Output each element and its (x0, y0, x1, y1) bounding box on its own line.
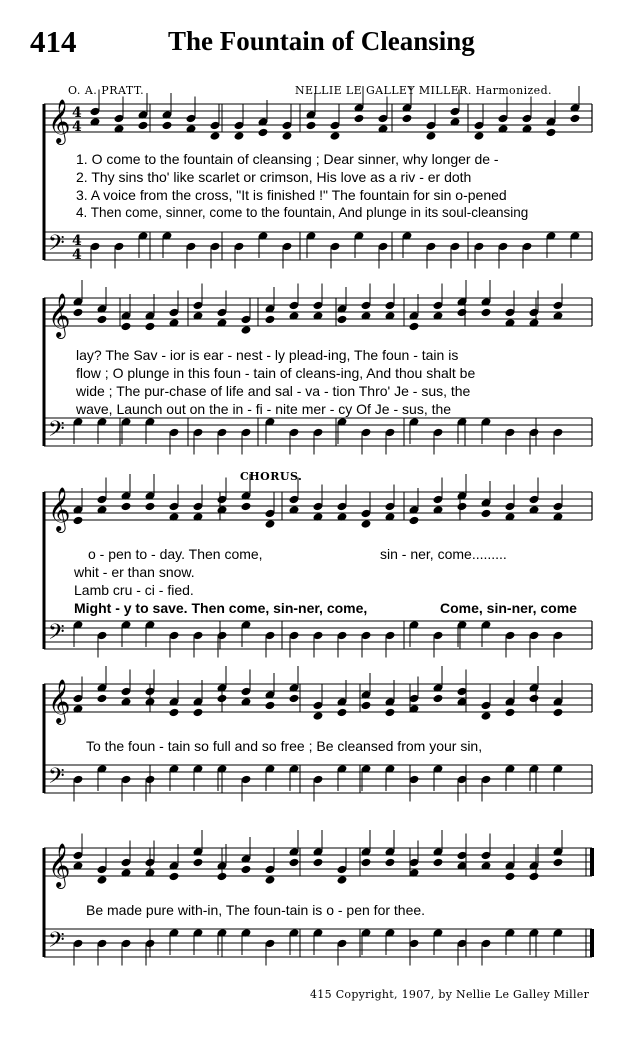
lyric-line: 3. A voice from the cross, "It is finished !" The fountain for sin o-pened (76, 187, 507, 203)
lyric-line: 4. Then come, sinner, come to the fountain, And plunge in its soul-cleansing (76, 205, 529, 220)
treble-clef-icon: 𝄞 (48, 843, 71, 887)
notehead (265, 875, 276, 885)
notehead (145, 502, 156, 512)
notehead (553, 708, 564, 718)
notehead (385, 858, 396, 868)
notehead (210, 131, 221, 141)
notehead (337, 315, 348, 325)
lyric-line: Be made pure with-in, The foun-tain is o - pen for thee. (86, 902, 426, 918)
notehead (169, 872, 180, 882)
notehead (234, 131, 245, 141)
notehead (409, 516, 420, 526)
bass-clef-icon: 𝄢 (48, 928, 65, 958)
notehead (265, 519, 276, 529)
notehead (97, 694, 108, 704)
notehead (457, 308, 468, 318)
notehead (121, 502, 132, 512)
bass-clef-icon: 𝄢 (48, 231, 65, 261)
time-signature-denominator: 4 (72, 119, 82, 135)
notehead (337, 875, 348, 885)
notehead (330, 131, 341, 141)
notehead (289, 694, 300, 704)
treble-clef-icon: 𝄞 (48, 487, 71, 531)
notehead (282, 131, 293, 141)
notehead (193, 708, 204, 718)
notehead (553, 858, 564, 868)
notehead (546, 128, 557, 138)
lyric-line: 2. Thy sins tho' like scarlet or crimson, His love as a riv - er doth (76, 169, 472, 185)
notehead (121, 322, 132, 332)
notehead (529, 872, 540, 882)
notehead (73, 516, 84, 526)
time-signature-denominator: 4 (72, 247, 82, 263)
notehead (361, 701, 372, 711)
notehead (385, 708, 396, 718)
chorus-lyric: sin - ner, come......... (380, 546, 507, 562)
notehead (505, 872, 516, 882)
hymn-number: 414 (30, 24, 77, 59)
notehead (73, 308, 84, 318)
lyric-line: wide ; The pur-chase of life and sal - va - tion Thro' Je - sus, the (76, 383, 471, 399)
notehead (570, 114, 581, 124)
notehead (217, 872, 228, 882)
author-credit: NELLIE LE GALLEY MILLER. Harmonized. (295, 84, 552, 97)
notehead (313, 711, 324, 721)
composer-credit: O. A. PRATT. (68, 84, 145, 97)
notehead (217, 694, 228, 704)
time-signature-numerator: 4 (72, 233, 82, 249)
notehead (241, 325, 252, 335)
lyric-line: Lamb cru - ci - fied. (74, 582, 194, 598)
notehead (162, 121, 173, 131)
notehead (241, 865, 252, 875)
notehead (337, 708, 348, 718)
chorus-lyric: Come, sin-ner, come (440, 600, 577, 616)
notehead (241, 502, 252, 512)
notehead (313, 858, 324, 868)
notehead (138, 121, 149, 131)
notehead (481, 509, 492, 519)
bass-clef-icon: 𝄢 (48, 620, 65, 650)
notehead (289, 858, 300, 868)
bass-clef-icon: 𝄢 (48, 417, 65, 447)
lyric-line: To the foun - tain so full and so free ; Be cleansed from your sin, (86, 738, 483, 754)
notehead (97, 875, 108, 885)
notehead (505, 708, 516, 718)
notehead (481, 711, 492, 721)
notehead (409, 322, 420, 332)
time-signature-numerator: 4 (72, 105, 82, 121)
notehead (361, 519, 372, 529)
treble-clef-icon: 𝄞 (48, 99, 71, 143)
lyric-line: wave, Launch out on the in - fi - nite mer - cy Of Je - sus, the (76, 401, 452, 417)
lyric-line: o - pen to - day. Then come, (88, 546, 263, 562)
notehead (354, 114, 365, 124)
lyric-line: whit - er than snow. (74, 564, 195, 580)
notehead (474, 131, 485, 141)
notehead (433, 694, 444, 704)
notehead (265, 315, 276, 325)
notehead (361, 858, 372, 868)
notehead (193, 858, 204, 868)
hymn-title: The Fountain of Cleansing (168, 26, 475, 56)
notehead (169, 708, 180, 718)
treble-clef-icon: 𝄞 (48, 679, 71, 723)
notehead (265, 701, 276, 711)
notehead (529, 694, 540, 704)
copyright-notice: 415 Copyright, 1907, by Nellie Le Galley Miller (310, 988, 590, 1001)
notehead (306, 121, 317, 131)
notehead (433, 858, 444, 868)
notehead (426, 131, 437, 141)
chorus-label: CHORUS. (240, 470, 303, 483)
bass-clef-icon: 𝄢 (48, 764, 65, 794)
notehead (481, 308, 492, 318)
lyric-line: Might - y to save. Then come, sin-ner, come, (74, 600, 368, 616)
treble-clef-icon: 𝄞 (48, 293, 71, 337)
notehead (258, 128, 269, 138)
notehead (402, 114, 413, 124)
notehead (145, 322, 156, 332)
notehead (457, 502, 468, 512)
notehead (97, 315, 108, 325)
lyric-line: flow ; O plunge in this foun - tain of cleans-ing, And thou shalt be (76, 365, 476, 381)
lyric-line: 1. O come to the fountain of cleansing ; Dear sinner, why longer de - (76, 151, 499, 167)
lyric-line: lay? The Sav - ior is ear - nest - ly plead-ing, The foun - tain is (76, 347, 459, 363)
